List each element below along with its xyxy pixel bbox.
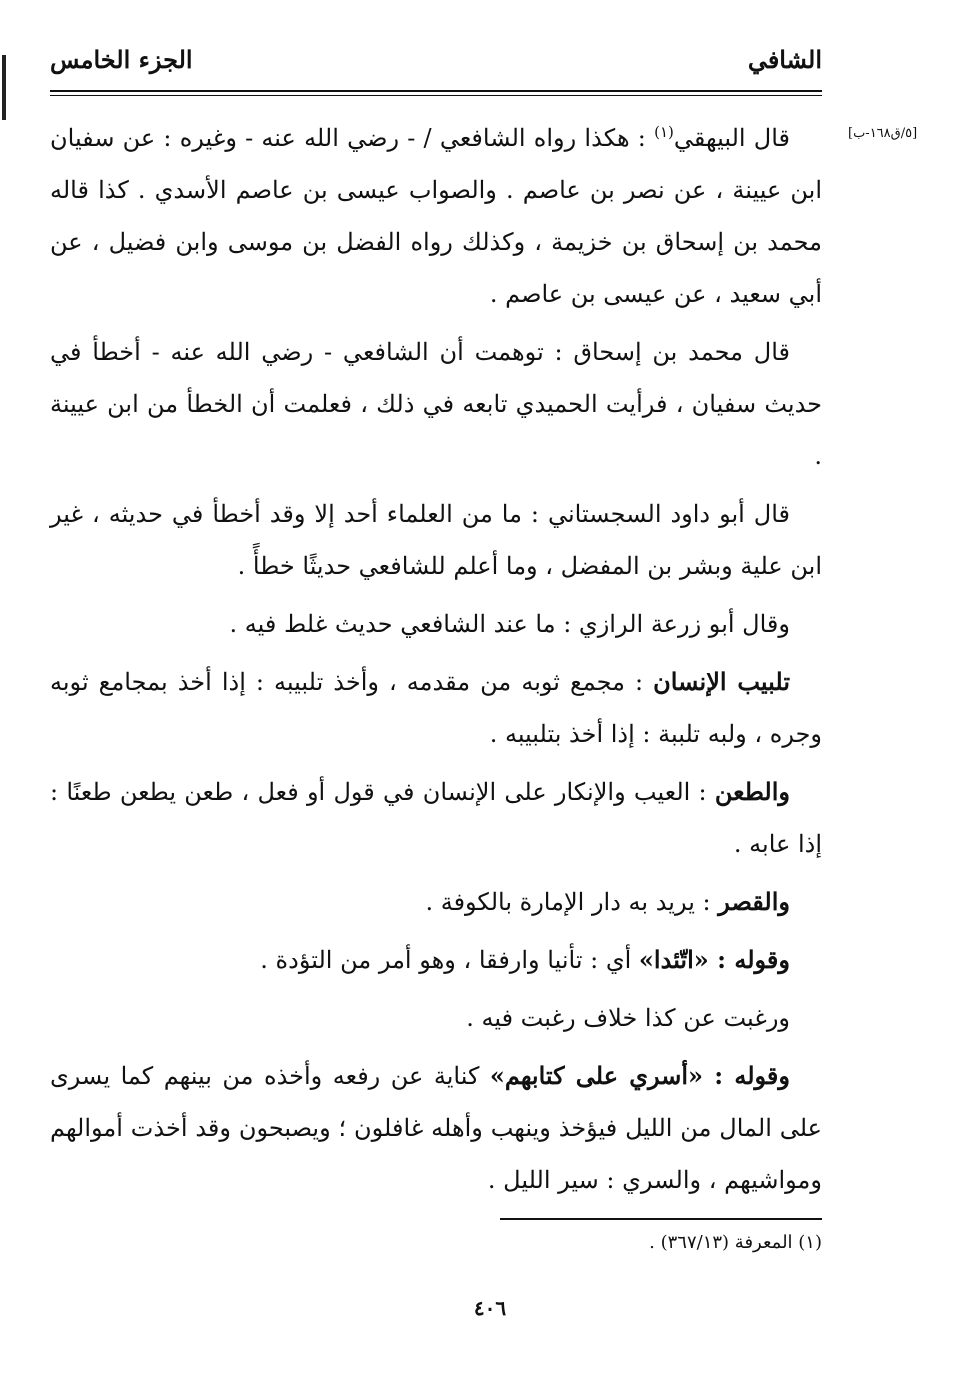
glossary-term: والقصر (718, 887, 790, 916)
paragraph-text: : هكذا رواه الشافعي / - رضي الله عنه - وغيره : عن سفيان ابن عيينة ، عن نصر بن عاصم . والصواب عيسى بن عاصم الأسدي . كذا قاله محمد بن إسحاق بن خزيمة ، وكذلك رواه الفضل بن موسى وابن فضيل ، عن أبي سعيد ، عن عيسى بن عاصم . (50, 124, 822, 308)
paragraph (50, 326, 822, 482)
main-text (50, 112, 822, 1212)
paragraph (50, 112, 822, 320)
footnote-reference: (١) (654, 123, 674, 141)
manuscript-folio-note: [٥/ق١٦٨-ب] (848, 126, 918, 141)
paragraph-text: وقال أبو زرعة الرازي : ما عند الشافعي حديث غلط فيه . (229, 610, 790, 638)
paragraph (50, 876, 822, 928)
paragraph-text: قال محمد بن إسحاق : توهمت أن الشافعي - رضي الله عنه - أخطأ في حديث سفيان ، فرأيت الحميدي تابعه في ذلك ، فعلمت أن الخطأ من ابن عيينة . (50, 338, 822, 470)
header-volume-title: الجزء الخامس (50, 45, 193, 74)
footnote: (١) المعرفة (٣٦٧/١٣) . (649, 1232, 822, 1253)
header-rule-thin (50, 95, 822, 96)
glossary-term: والطعن (714, 777, 790, 806)
paragraph-text: : يريد به دار الإمارة بالكوفة . (425, 888, 719, 916)
paragraph-text: قال أبو داود السجستاني : ما من العلماء أحد إلا وقد أخطأ في حديثه ، غير ابن علية وبشر بن المفضل ، وما أعلم للشافعي حديثًا خطأً . (50, 500, 822, 580)
header-book-title: الشافي (747, 45, 822, 74)
paragraph (50, 1050, 822, 1206)
running-header (50, 45, 822, 95)
paragraph (50, 488, 822, 592)
paragraph (50, 766, 822, 870)
paragraph (50, 598, 822, 650)
paragraph-text: أي : تأنيا وارفقا ، وهو أمر من التؤدة . (260, 946, 639, 974)
paragraph-text: : مجمع ثوبه من مقدمه ، وأخذ تلبيبه : إذا أخذ بمجامع ثوبه وجره ، ولبه تلببة : إذا أخذ بتلبيبه . (50, 668, 822, 748)
paragraph-text: كناية عن رفعه وأخذه من بينهم كما يسرى على المال من الليل فيؤخذ وينهب وأهله غافلون ؛ ويصبحون وقد أخذت أموالهم ومواشيهم ، والسري : سير الليل . (50, 1062, 822, 1194)
paragraph-text: ورغبت عن كذا خلاف رغبت فيه . (466, 1004, 790, 1032)
paragraph (50, 656, 822, 760)
paragraph-text: : العيب والإنكار على الإنسان في قول أو فعل ، طعن يطعن طعنًا : إذا عابه . (50, 778, 822, 858)
footnote-separator (500, 1218, 822, 1220)
page-number: ٤٠٦ (473, 1296, 507, 1320)
header-rule-thick (50, 90, 822, 92)
glossary-term: تلبيب الإنسان (653, 667, 790, 696)
paragraph-text: قال البيهقي (673, 124, 790, 152)
scan-edge-mark (2, 55, 6, 120)
glossary-term: وقوله : «اتّئدا» (638, 945, 790, 974)
paragraph (50, 934, 822, 986)
glossary-term: وقوله : «أسري على كتابهم» (489, 1061, 790, 1090)
paragraph (50, 992, 822, 1044)
